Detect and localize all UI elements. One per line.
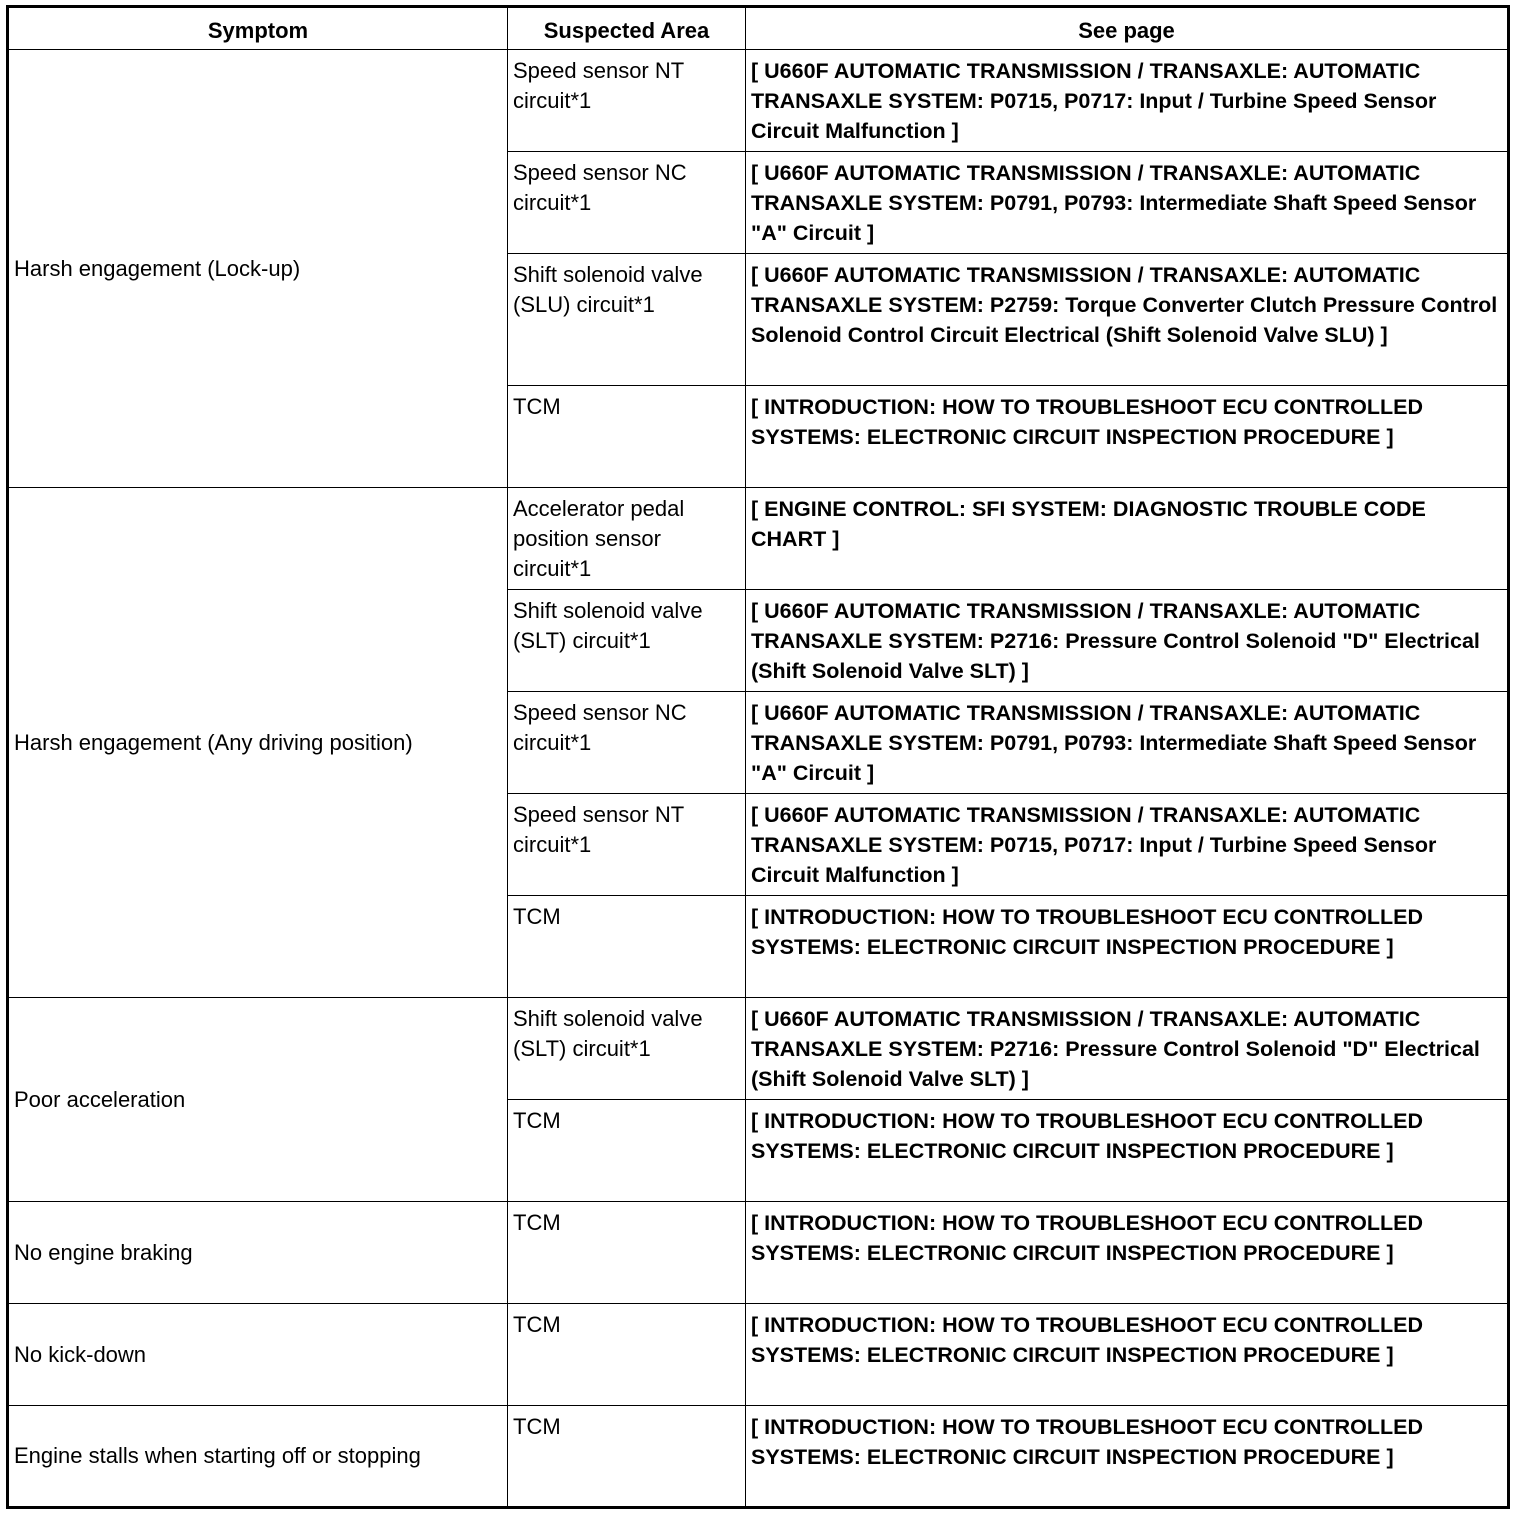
see-page-link[interactable]: [ U660F AUTOMATIC TRANSMISSION / TRANSAXLE: AUTOMATIC TRANSAXLE SYSTEM: P2716: Pressure Control Solenoid "D" Electrical (Shift Solenoid Valve SLT) ]	[746, 998, 1509, 1100]
table-row	[8, 50, 1509, 152]
suspected-area-cell: Shift solenoid valve (SLT) circuit*1	[508, 998, 746, 1100]
see-page-link[interactable]: [ INTRODUCTION: HOW TO TROUBLESHOOT ECU CONTROLLED SYSTEMS: ELECTRONIC CIRCUIT INSPECTION PROCEDURE ]	[746, 1406, 1509, 1508]
header-row	[8, 7, 1509, 50]
header-suspected-area: Suspected Area	[508, 7, 746, 50]
see-page-link[interactable]: [ U660F AUTOMATIC TRANSMISSION / TRANSAXLE: AUTOMATIC TRANSAXLE SYSTEM: P0715, P0717: Input / Turbine Speed Sensor Circuit Malfunction ]	[746, 50, 1509, 152]
see-page-link[interactable]: [ U660F AUTOMATIC TRANSMISSION / TRANSAXLE: AUTOMATIC TRANSAXLE SYSTEM: P2716: Pressure Control Solenoid "D" Electrical (Shift Solenoid Valve SLT) ]	[746, 590, 1509, 692]
suspected-area-cell: Speed sensor NC circuit*1	[508, 692, 746, 794]
suspected-area-cell: Speed sensor NT circuit*1	[508, 50, 746, 152]
suspected-area-cell: Speed sensor NC circuit*1	[508, 152, 746, 254]
table-body	[8, 50, 1509, 1508]
table-row	[8, 1202, 1509, 1304]
table-row	[8, 998, 1509, 1100]
table-row	[8, 488, 1509, 590]
symptom-cell: No kick-down	[8, 1304, 508, 1406]
suspected-area-cell: TCM	[508, 1304, 746, 1406]
see-page-link[interactable]: [ U660F AUTOMATIC TRANSMISSION / TRANSAXLE: AUTOMATIC TRANSAXLE SYSTEM: P2759: Torque Converter Clutch Pressure Control Solenoid Control Circuit Electrical (Shift Solenoid Valve SLU) ]	[746, 254, 1509, 386]
symptom-cell: No engine braking	[8, 1202, 508, 1304]
see-page-link[interactable]: [ ENGINE CONTROL: SFI SYSTEM: DIAGNOSTIC TROUBLE CODE CHART ]	[746, 488, 1509, 590]
table-row	[8, 1304, 1509, 1406]
table-row	[8, 1406, 1509, 1508]
troubleshooting-table	[6, 5, 1510, 1509]
see-page-link[interactable]: [ U660F AUTOMATIC TRANSMISSION / TRANSAXLE: AUTOMATIC TRANSAXLE SYSTEM: P0715, P0717: Input / Turbine Speed Sensor Circuit Malfunction ]	[746, 794, 1509, 896]
suspected-area-cell: Shift solenoid valve (SLU) circuit*1	[508, 254, 746, 386]
suspected-area-cell: Shift solenoid valve (SLT) circuit*1	[508, 590, 746, 692]
suspected-area-cell: TCM	[508, 896, 746, 998]
see-page-link[interactable]: [ U660F AUTOMATIC TRANSMISSION / TRANSAXLE: AUTOMATIC TRANSAXLE SYSTEM: P0791, P0793: Intermediate Shaft Speed Sensor "A" Circuit ]	[746, 692, 1509, 794]
symptom-cell: Engine stalls when starting off or stopping	[8, 1406, 508, 1508]
header-see-page: See page	[746, 7, 1509, 50]
suspected-area-cell: TCM	[508, 1406, 746, 1508]
header-symptom: Symptom	[8, 7, 508, 50]
see-page-link[interactable]: [ INTRODUCTION: HOW TO TROUBLESHOOT ECU CONTROLLED SYSTEMS: ELECTRONIC CIRCUIT INSPECTION PROCEDURE ]	[746, 1202, 1509, 1304]
suspected-area-cell: TCM	[508, 1202, 746, 1304]
see-page-link[interactable]: [ U660F AUTOMATIC TRANSMISSION / TRANSAXLE: AUTOMATIC TRANSAXLE SYSTEM: P0791, P0793: Intermediate Shaft Speed Sensor "A" Circuit ]	[746, 152, 1509, 254]
symptom-cell: Harsh engagement (Any driving position)	[8, 488, 508, 998]
symptom-cell: Poor acceleration	[8, 998, 508, 1202]
symptom-cell: Harsh engagement (Lock-up)	[8, 50, 508, 488]
suspected-area-cell: Speed sensor NT circuit*1	[508, 794, 746, 896]
see-page-link[interactable]: [ INTRODUCTION: HOW TO TROUBLESHOOT ECU CONTROLLED SYSTEMS: ELECTRONIC CIRCUIT INSPECTION PROCEDURE ]	[746, 896, 1509, 998]
see-page-link[interactable]: [ INTRODUCTION: HOW TO TROUBLESHOOT ECU CONTROLLED SYSTEMS: ELECTRONIC CIRCUIT INSPECTION PROCEDURE ]	[746, 1304, 1509, 1406]
suspected-area-cell: TCM	[508, 1100, 746, 1202]
see-page-link[interactable]: [ INTRODUCTION: HOW TO TROUBLESHOOT ECU CONTROLLED SYSTEMS: ELECTRONIC CIRCUIT INSPECTION PROCEDURE ]	[746, 386, 1509, 488]
see-page-link[interactable]: [ INTRODUCTION: HOW TO TROUBLESHOOT ECU CONTROLLED SYSTEMS: ELECTRONIC CIRCUIT INSPECTION PROCEDURE ]	[746, 1100, 1509, 1202]
suspected-area-cell: TCM	[508, 386, 746, 488]
suspected-area-cell: Accelerator pedal position sensor circuit*1	[508, 488, 746, 590]
